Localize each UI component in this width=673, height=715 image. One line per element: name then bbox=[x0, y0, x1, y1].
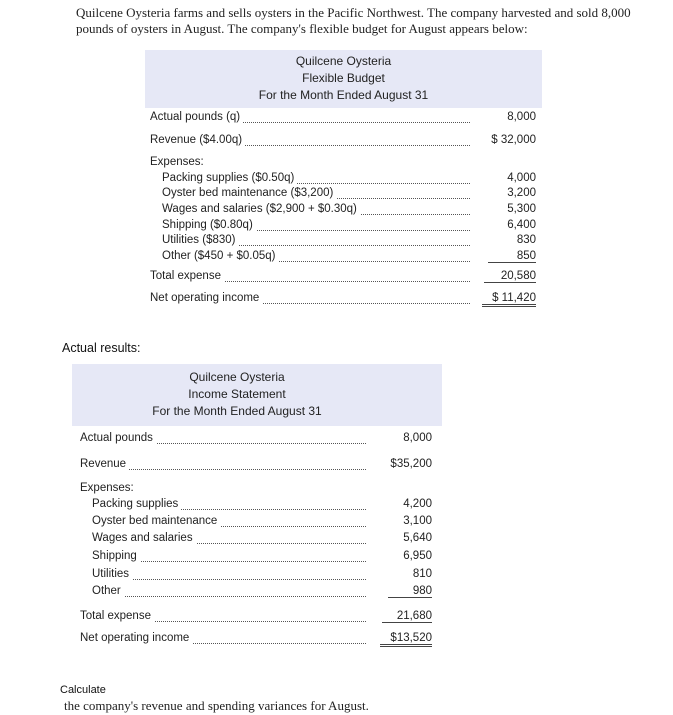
income-label: Oyster bed maintenance bbox=[92, 515, 220, 527]
budget-value: 20,580 bbox=[484, 270, 536, 283]
budget-row-wages bbox=[162, 203, 540, 218]
budget-value: 4,000 bbox=[507, 172, 536, 184]
income-value: 8,000 bbox=[403, 432, 432, 444]
income-value: $35,200 bbox=[390, 458, 432, 470]
budget-label: Oyster bed maintenance ($3,200) bbox=[162, 187, 336, 199]
budget-label: Total expense bbox=[150, 270, 224, 282]
budget-value: 6,400 bbox=[507, 219, 536, 231]
income-header-panel bbox=[72, 364, 442, 426]
budget-row-oyster-bed bbox=[162, 187, 540, 202]
income-row-net-income bbox=[80, 632, 436, 649]
expenses-heading: Expenses: bbox=[80, 482, 134, 494]
budget-label: Other ($450 + $0.05q) bbox=[162, 250, 278, 262]
footer-question: the company's revenue and spending variances for August. bbox=[64, 698, 369, 713]
budget-row-actual-pounds bbox=[150, 111, 540, 127]
income-row-packing bbox=[92, 498, 436, 514]
income-value: 6,950 bbox=[403, 550, 432, 562]
income-value: 980 bbox=[388, 585, 432, 598]
income-value: 21,680 bbox=[382, 610, 432, 623]
budget-statement-title: Flexible Budget bbox=[302, 71, 385, 85]
income-row-oyster-bed bbox=[92, 515, 436, 531]
budget-row-net-income bbox=[150, 292, 540, 309]
income-label: Other bbox=[92, 585, 124, 597]
income-label: Wages and salaries bbox=[92, 532, 196, 544]
income-label: Packing supplies bbox=[92, 498, 181, 510]
problem-intro: Quilcene Oysteria farms and sells oysters in the Pacific Northwest. The company harvested and sold 8,000 pounds of oysters in August. The company's flexible budget for August appears below: bbox=[76, 5, 631, 36]
budget-label: Wages and salaries ($2,900 + $0.30q) bbox=[162, 203, 360, 215]
income-label: Total expense bbox=[80, 610, 154, 622]
budget-value: 8,000 bbox=[507, 111, 536, 123]
income-value: 5,640 bbox=[403, 532, 432, 544]
income-company-name: Quilcene Oysteria bbox=[189, 370, 285, 384]
actual-results-label: Actual results: bbox=[62, 341, 141, 355]
budget-row-shipping bbox=[162, 219, 540, 234]
budget-header-panel bbox=[145, 50, 542, 108]
expenses-heading: Expenses: bbox=[150, 156, 204, 168]
income-row-wages bbox=[92, 532, 436, 548]
budget-value: 850 bbox=[488, 250, 536, 263]
income-value: 810 bbox=[412, 568, 432, 580]
income-expenses-heading bbox=[80, 482, 134, 494]
income-statement-title: Income Statement bbox=[188, 387, 286, 401]
budget-label: Packing supplies ($0.50q) bbox=[162, 172, 297, 184]
income-period: For the Month Ended August 31 bbox=[152, 404, 322, 418]
income-label: Net operating income bbox=[80, 632, 192, 644]
income-value: 4,200 bbox=[403, 498, 432, 510]
budget-row-packing bbox=[162, 172, 540, 187]
budget-value: 830 bbox=[516, 234, 536, 246]
income-value: $13,520 bbox=[380, 632, 432, 647]
income-row-actual-pounds bbox=[80, 432, 436, 448]
income-label: Shipping bbox=[92, 550, 140, 562]
budget-label: Revenue ($4.00q) bbox=[150, 134, 245, 146]
income-row-total-expense bbox=[80, 610, 436, 626]
income-row-shipping bbox=[92, 550, 436, 566]
budget-label: Utilities ($830) bbox=[162, 234, 239, 246]
income-label: Revenue bbox=[80, 458, 129, 470]
budget-value: 3,200 bbox=[507, 187, 536, 199]
budget-period: For the Month Ended August 31 bbox=[258, 88, 429, 102]
budget-value: $ 32,000 bbox=[491, 134, 536, 146]
budget-expenses-heading bbox=[150, 156, 204, 168]
budget-company-name: Quilcene Oysteria bbox=[295, 54, 392, 68]
budget-row-utilities bbox=[162, 234, 540, 249]
budget-label: Net operating income bbox=[150, 292, 262, 304]
budget-value: 5,300 bbox=[507, 203, 536, 215]
budget-value: $ 11,420 bbox=[482, 292, 536, 307]
budget-row-total-expense bbox=[150, 270, 540, 286]
income-row-revenue bbox=[80, 458, 436, 474]
budget-row-revenue bbox=[150, 134, 540, 150]
footer-calculate: Calculate bbox=[60, 684, 106, 696]
income-label: Actual pounds bbox=[80, 432, 156, 444]
income-label: Utilities bbox=[92, 568, 132, 580]
income-row-utilities bbox=[92, 568, 436, 584]
budget-row-other bbox=[162, 250, 540, 265]
income-value: 3,100 bbox=[403, 515, 432, 527]
budget-label: Actual pounds (q) bbox=[150, 111, 243, 123]
budget-label: Shipping ($0.80q) bbox=[162, 219, 256, 231]
income-row-other bbox=[92, 585, 436, 601]
